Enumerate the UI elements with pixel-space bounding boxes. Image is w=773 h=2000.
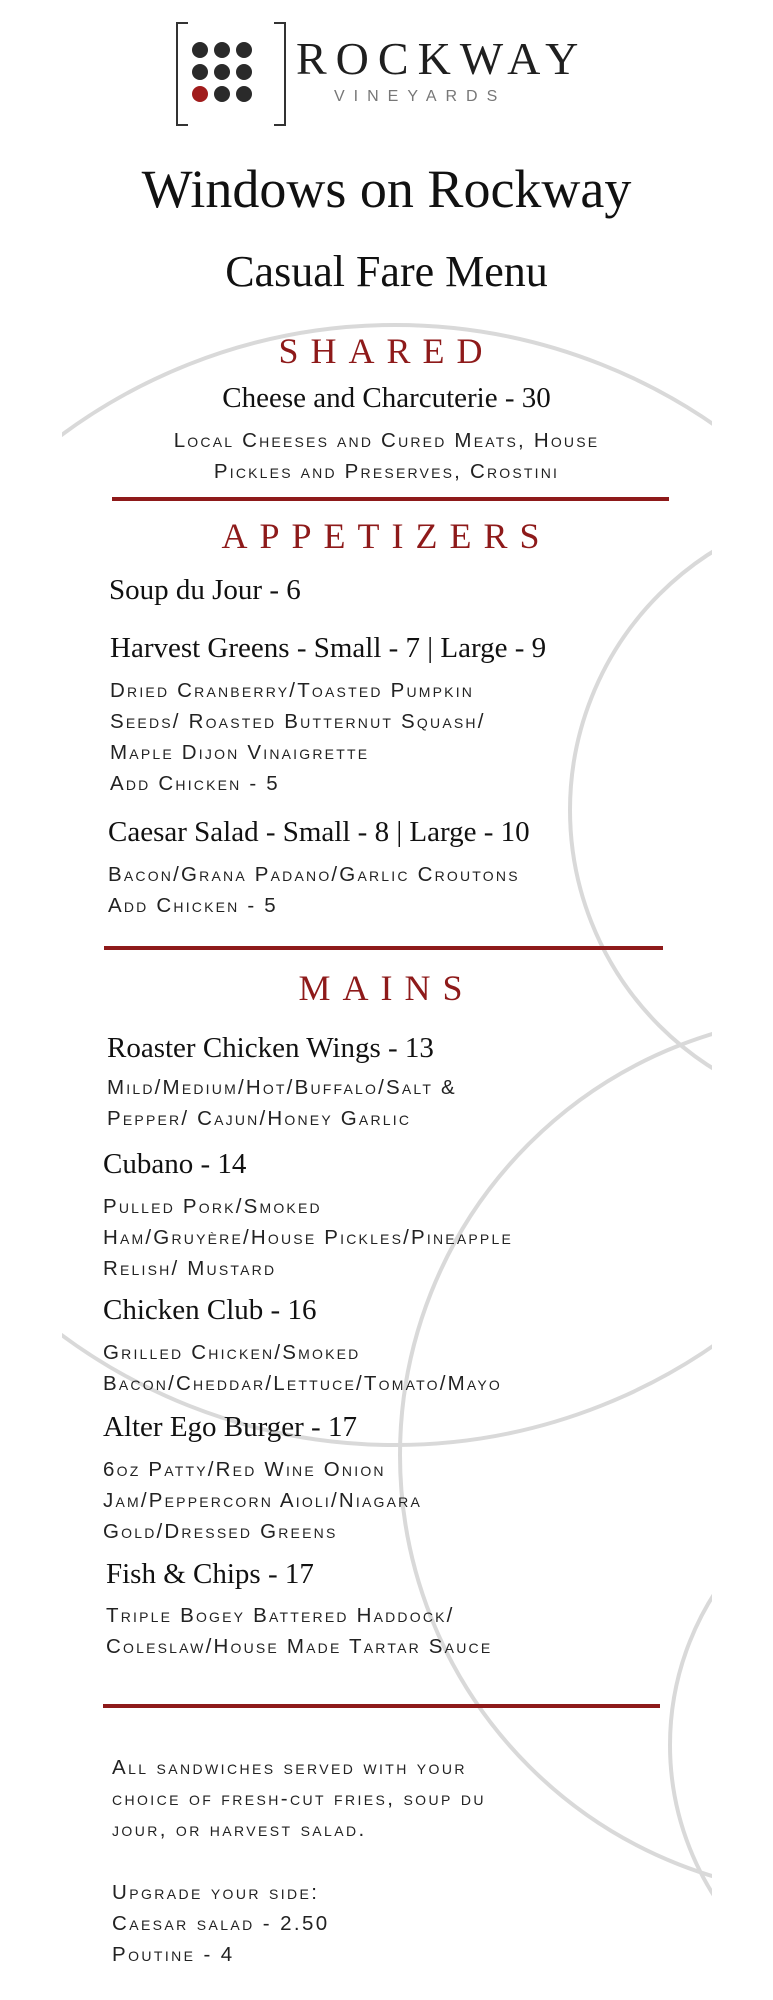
- upgrade-item-poutine: Poutine - 4: [112, 1943, 235, 1966]
- item-add-on: Add Chicken - 5: [108, 894, 278, 917]
- rockway-logo: [176, 22, 616, 126]
- logo-dot-red: [192, 86, 208, 102]
- upgrade-title: Upgrade your side:: [112, 1881, 320, 1904]
- item-description: Jam/Peppercorn Aioli/Niagara: [103, 1489, 422, 1512]
- item-description: Coleslaw/House Made Tartar Sauce: [106, 1635, 493, 1658]
- logo-dot: [236, 42, 252, 58]
- item-description: Gold/Dressed Greens: [103, 1520, 338, 1543]
- sides-note: choice of fresh-cut fries, soup du: [112, 1787, 486, 1810]
- menu-item-fish-and-chips: Fish & Chips - 17: [106, 1558, 314, 1590]
- section-heading-appetizers: APPETIZERS: [221, 516, 552, 556]
- menu-subtitle: Casual Fare Menu: [225, 247, 548, 296]
- menu-item-cheese-charcuterie: Cheese and Charcuterie - 30: [222, 382, 551, 414]
- sides-note: All sandwiches served with your: [112, 1756, 467, 1779]
- logo-dot: [214, 86, 230, 102]
- item-description: Triple Bogey Battered Haddock/: [106, 1604, 455, 1627]
- item-description: Local Cheeses and Cured Meats, House: [173, 429, 600, 452]
- menu-item-chicken-club: Chicken Club - 16: [103, 1294, 317, 1326]
- section-divider: [104, 946, 663, 950]
- section-divider: [103, 1704, 660, 1708]
- item-description: Pepper/ Cajun/Honey Garlic: [107, 1107, 412, 1130]
- item-description: Mild/Medium/Hot/Buffalo/Salt &: [107, 1076, 457, 1099]
- sides-note: jour, or harvest salad.: [112, 1818, 367, 1841]
- menu-item-harvest-greens: Harvest Greens - Small - 7 | Large - 9: [110, 632, 547, 664]
- menu-item-caesar-salad: Caesar Salad - Small - 8 | Large - 10: [108, 816, 530, 848]
- item-description: Pickles and Preserves, Crostini: [213, 460, 560, 483]
- item-description: 6oz Patty/Red Wine Onion: [103, 1458, 386, 1481]
- menu-item-alter-ego-burger: Alter Ego Burger - 17: [103, 1411, 357, 1443]
- menu-item-cubano: Cubano - 14: [103, 1148, 247, 1180]
- item-description: Bacon/Grana Padano/Garlic Croutons: [108, 863, 520, 886]
- logo-subtitle: VINEYARDS: [334, 88, 507, 105]
- item-description: Relish/ Mustard: [103, 1257, 277, 1280]
- logo-dot: [214, 64, 230, 80]
- logo-dot: [192, 42, 208, 58]
- page-title: Windows on Rockway: [141, 159, 632, 219]
- logo-dot: [236, 86, 252, 102]
- section-divider: [112, 497, 669, 501]
- item-description: Dried Cranberry/Toasted Pumpkin: [110, 679, 475, 702]
- menu-item-chicken-wings: Roaster Chicken Wings - 13: [107, 1032, 434, 1064]
- logo-bracket-left: [176, 22, 188, 126]
- item-description: Pulled Pork/Smoked: [103, 1195, 322, 1218]
- item-add-on: Add Chicken - 5: [110, 772, 280, 795]
- logo-bracket-right: [274, 22, 286, 126]
- section-heading-mains: MAINS: [298, 968, 475, 1008]
- item-description: Ham/Gruyère/House Pickles/Pineapple: [103, 1226, 513, 1249]
- menu-item-soup-du-jour: Soup du Jour - 6: [109, 574, 301, 606]
- section-heading-shared: SHARED: [278, 331, 495, 371]
- item-description: Bacon/Cheddar/Lettuce/Tomato/Mayo: [103, 1372, 502, 1395]
- logo-wordmark: ROCKWAY: [296, 33, 588, 84]
- item-description: Maple Dijon Vinaigrette: [110, 741, 370, 764]
- logo-dot: [236, 64, 252, 80]
- logo-dot: [214, 42, 230, 58]
- upgrade-item-caesar: Caesar salad - 2.50: [112, 1912, 330, 1935]
- item-description: Seeds/ Roasted Butternut Squash/: [110, 710, 486, 733]
- item-description: Grilled Chicken/Smoked: [103, 1341, 361, 1364]
- logo-dot: [192, 64, 208, 80]
